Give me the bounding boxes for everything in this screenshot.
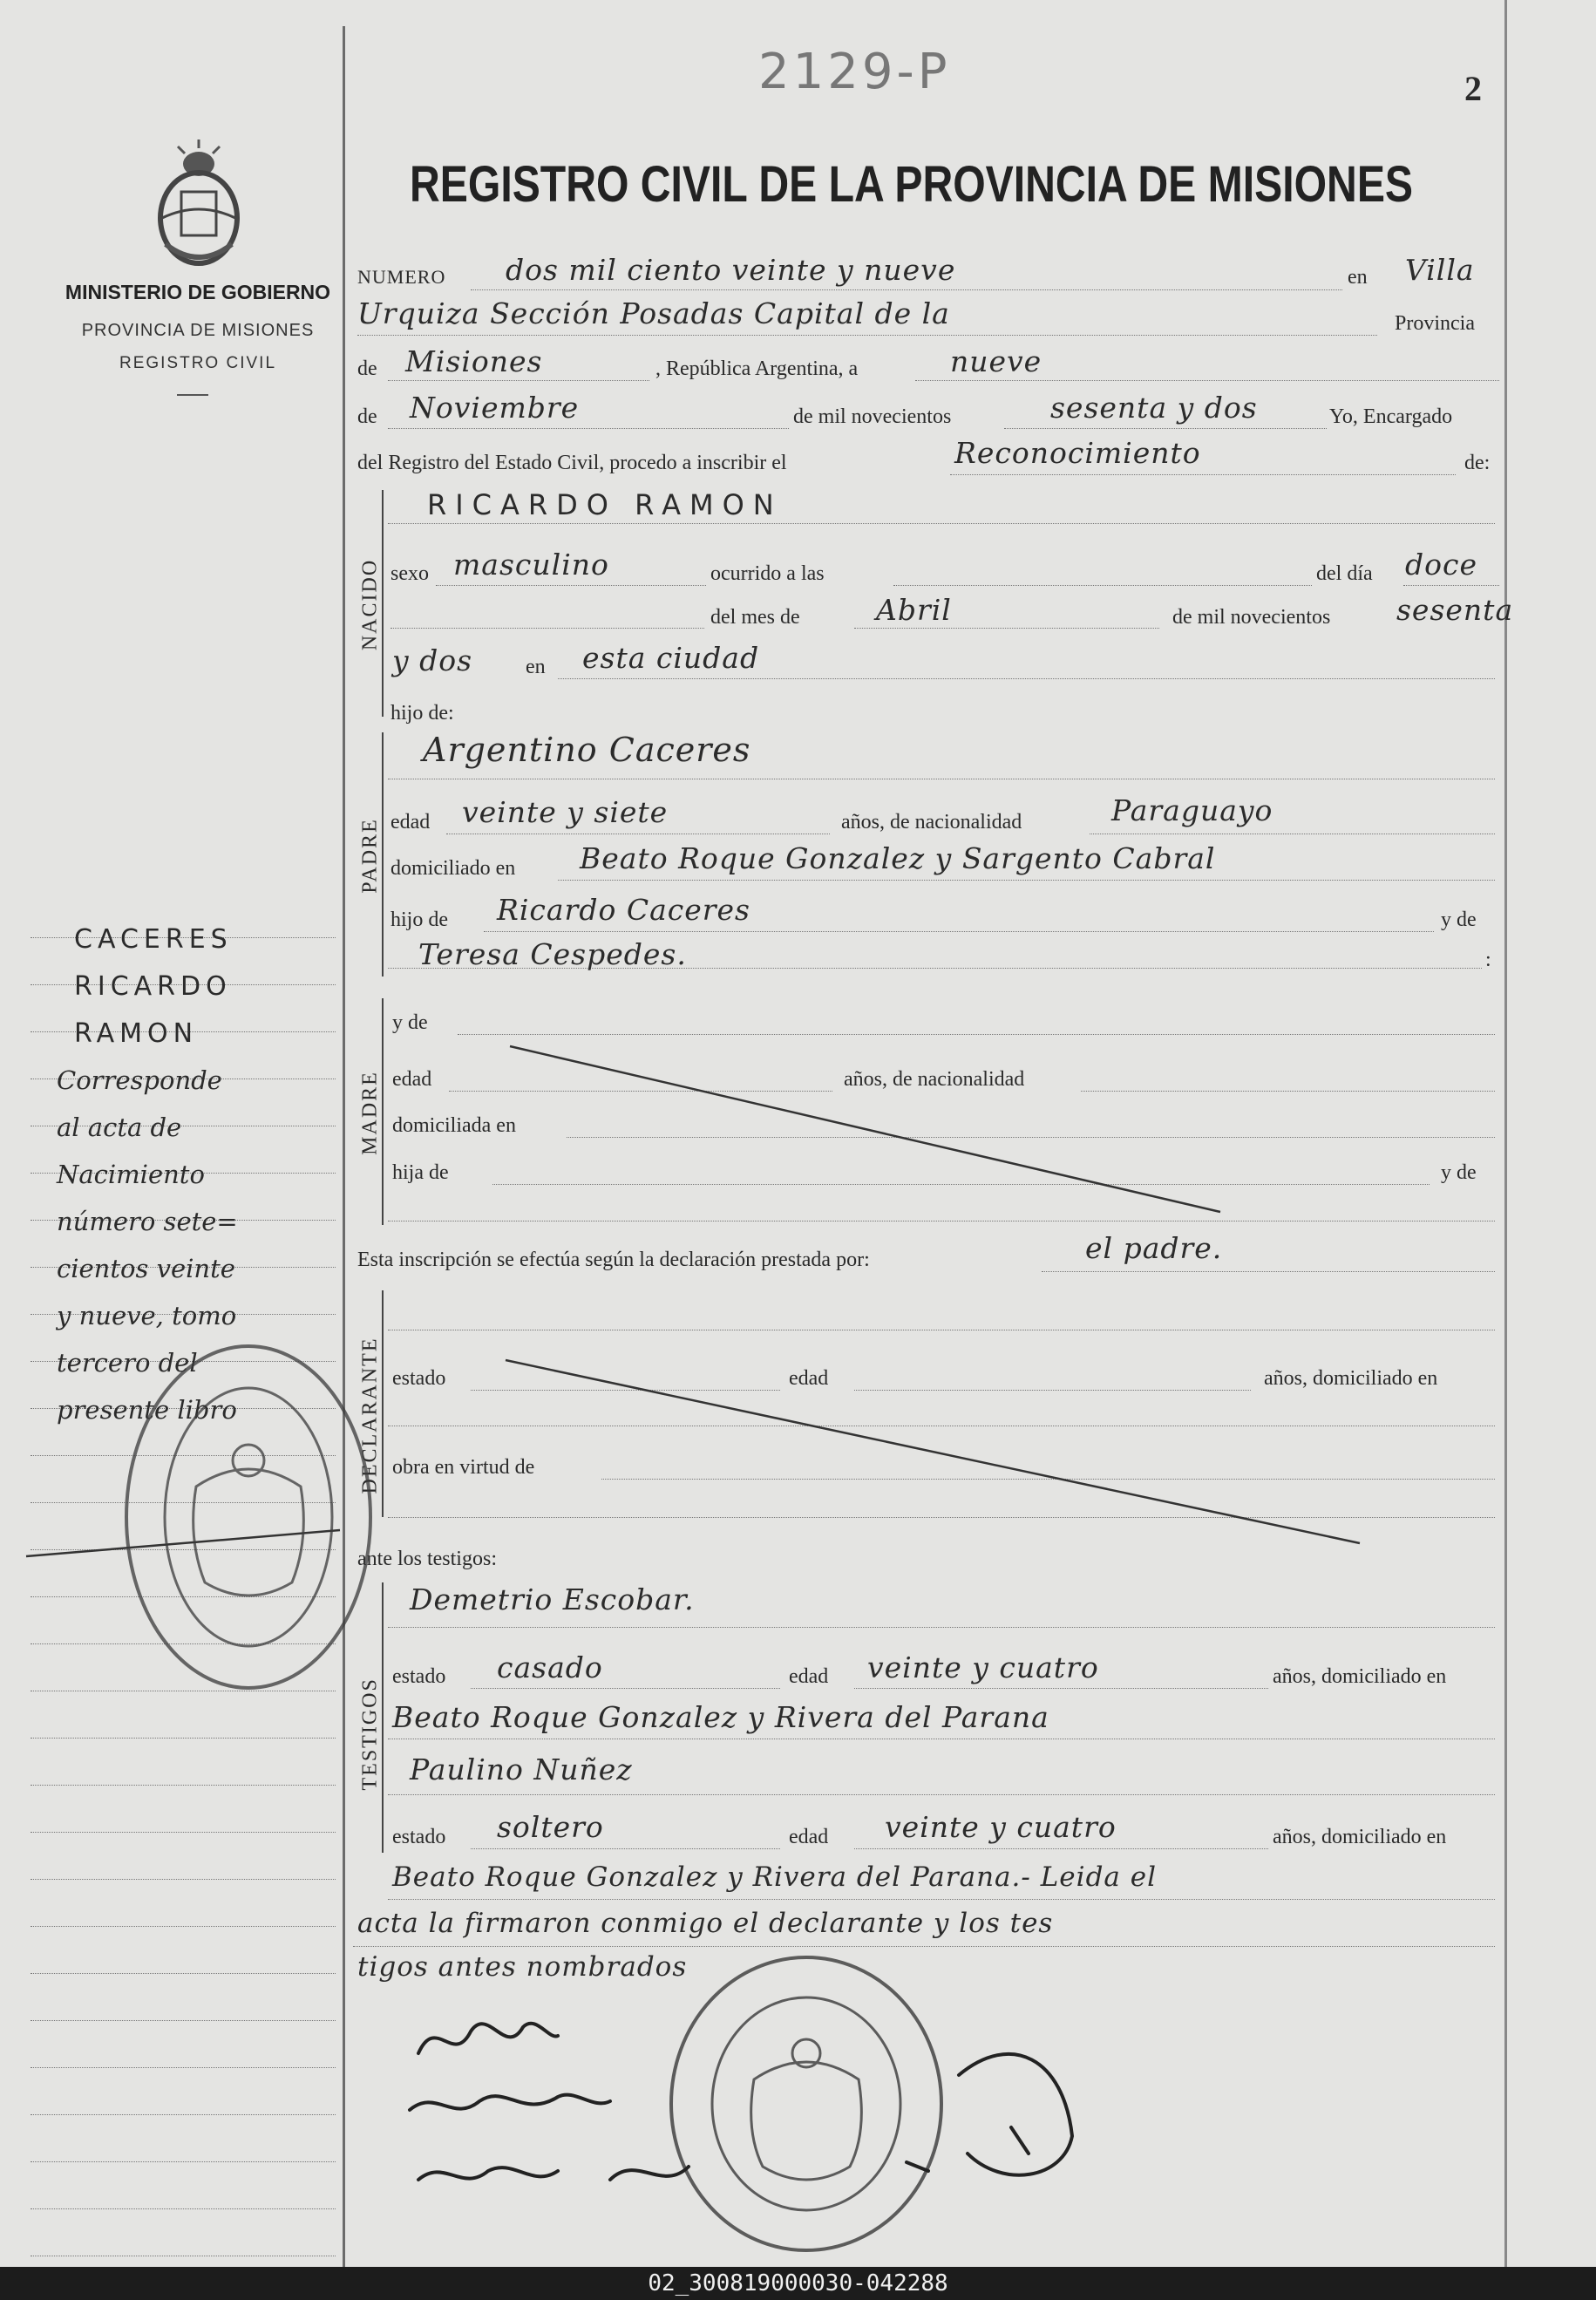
value-month: Noviembre (410, 391, 580, 425)
label-edad-t1: edad (789, 1665, 829, 1688)
margin-note-line: Corresponde (57, 1065, 222, 1095)
value-dia: doce (1405, 548, 1478, 582)
margin-note-line: y nueve, tomo (57, 1301, 237, 1330)
label-ante-testigos: ante los testigos: (357, 1548, 497, 1570)
label-y-de-madre-2: y de (1441, 1161, 1477, 1184)
section-testigos: TESTIGOS (358, 1677, 382, 1791)
label-domiciliada-madre: domiciliada en (392, 1114, 516, 1137)
section-padre: PADRE (358, 818, 382, 894)
label-ocurrido: ocurrido a las (710, 562, 825, 585)
label-nacionalidad-padre: años, de nacionalidad (841, 811, 1022, 834)
label-edad-declarante: edad (789, 1367, 829, 1390)
margin-note-line: RAMON (74, 1018, 199, 1049)
child-name: RICARDO RAMON (427, 488, 783, 521)
registry-label: REGISTRO CIVIL (119, 354, 277, 372)
value-declarante: el padre. (1085, 1231, 1223, 1265)
value-domicilio-padre: Beato Roque Gonzalez y Sargento Cabral (580, 841, 1216, 875)
label-declaracion: Esta inscripción se efectúa según la declaración prestada por: (357, 1249, 870, 1271)
label-numero: NUMERO (357, 266, 446, 288)
value-mes: Abril (876, 593, 952, 627)
value-edad-t2: veinte y cuatro (885, 1810, 1117, 1844)
label-en-2: en (526, 656, 546, 678)
archive-number: 2129-P (758, 44, 951, 100)
label-domiciliado-padre: domiciliado en (391, 857, 516, 880)
label-del-dia: del día (1316, 562, 1373, 585)
section-nacido: NACIDO (358, 558, 382, 651)
signatures (384, 2005, 1255, 2267)
label-domiciliado-declarante: años, domiciliado en (1264, 1367, 1438, 1390)
label-domiciliado-t2: años, domiciliado en (1273, 1826, 1447, 1848)
value-nacionalidad-padre: Paraguayo (1111, 793, 1273, 827)
label-en: en (1348, 266, 1368, 289)
value-day: nueve (950, 344, 1042, 378)
padre-name: Argentino Caceres (423, 731, 751, 769)
label-hijo: hijo de: (391, 702, 454, 725)
closing-line-1: Beato Roque Gonzalez y Rivera del Parana.- Leida el (392, 1861, 1158, 1893)
label-yo-encargado: Yo, Encargado (1329, 405, 1453, 428)
section-declarante: DECLARANTE (358, 1337, 382, 1494)
label-estado-t1: estado (392, 1665, 446, 1688)
page-number: 2 (1464, 69, 1482, 108)
value-act-type: Reconocimiento (954, 436, 1201, 470)
label-hija-de-madre: hija de (392, 1161, 449, 1184)
label-nacionalidad-madre: años, de nacionalidad (844, 1068, 1025, 1091)
label-y-de-padre: y de (1441, 908, 1477, 931)
value-estado-t2: soltero (497, 1810, 604, 1844)
margin-note-line: Nacimiento (57, 1160, 205, 1189)
value-numero: dos mil ciento veinte y nueve (506, 253, 956, 287)
label-mil-novecientos: de mil novecientos (793, 405, 952, 428)
value-place-1: Villa (1405, 253, 1475, 287)
value-sexo: masculino (453, 548, 609, 582)
closing-line-3: tigos antes nombrados (357, 1951, 688, 1983)
value-anio-2: y dos (392, 643, 473, 677)
label-republica: , República Argentina, a (655, 357, 859, 380)
margin-note-line: RICARDO (74, 971, 232, 1002)
closing-line-2: acta la firmaron conmigo el declarante y los tes (357, 1908, 1054, 1939)
value-anio-1: sesenta (1396, 593, 1514, 627)
label-de-3: de: (1464, 452, 1491, 474)
label-edad-padre: edad (391, 811, 431, 834)
province-label: PROVINCIA DE MISIONES (81, 321, 315, 340)
image-id-footer: 02_300819000030-042288 (0, 2267, 1596, 2300)
margin-note-line: presente libro (57, 1395, 237, 1425)
margin-note-line: CACERES (74, 924, 233, 955)
section-madre: MADRE (358, 1071, 382, 1155)
label-del-mes: del mes de (710, 606, 800, 629)
label-sexo: sexo (391, 562, 429, 585)
margin-note-line: número sete= (57, 1207, 238, 1236)
value-domicilio-t1: Beato Roque Gonzalez y Rivera del Parana (392, 1700, 1049, 1734)
margin-note-line: cientos veinte (57, 1254, 235, 1283)
value-year: sesenta y dos (1050, 391, 1258, 425)
value-place-2: Urquiza Sección Posadas Capital de la (357, 296, 950, 330)
value-abuela: Teresa Cespedes. (418, 937, 687, 971)
label-de-2: de (357, 405, 377, 428)
label-edad-madre: edad (392, 1068, 432, 1091)
page-title: REGISTRO CIVIL DE LA PROVINCIA DE MISIONES (410, 156, 1414, 213)
label-estado-declarante: estado (392, 1367, 446, 1390)
official-seal-stamp-left (118, 1338, 379, 1696)
margin-note-line: al acta de (57, 1113, 182, 1142)
testigo-2-name: Paulino Nuñez (410, 1752, 633, 1786)
value-estado-t1: casado (497, 1650, 603, 1684)
value-edad-padre: veinte y siete (462, 795, 669, 829)
label-obra: obra en virtud de (392, 1456, 535, 1479)
value-province: Misiones (405, 344, 543, 378)
label-domiciliado-t1: años, domiciliado en (1273, 1665, 1447, 1688)
value-abuelo: Ricardo Caceres (497, 893, 750, 927)
label-de-1: de (357, 357, 377, 380)
margin-note-line: tercero del (57, 1348, 198, 1378)
label-provincia: Provincia (1395, 312, 1475, 335)
label-estado-t2: estado (392, 1826, 446, 1848)
label-edad-t2: edad (789, 1826, 829, 1848)
label-registro: del Registro del Estado Civil, procedo a inscribir el (357, 452, 787, 474)
label-mil-nov-2: de mil novecientos (1172, 606, 1331, 629)
label-hijo-de-padre: hijo de (391, 908, 448, 931)
ministry-title: MINISTERIO DE GOBIERNO (65, 281, 331, 303)
padre-end-colon: : (1485, 949, 1491, 971)
value-edad-t1: veinte y cuatro (867, 1650, 1099, 1684)
label-y-de-madre: y de (392, 1011, 428, 1034)
value-lugar: esta ciudad (582, 641, 760, 675)
testigo-1-name: Demetrio Escobar. (410, 1582, 695, 1616)
